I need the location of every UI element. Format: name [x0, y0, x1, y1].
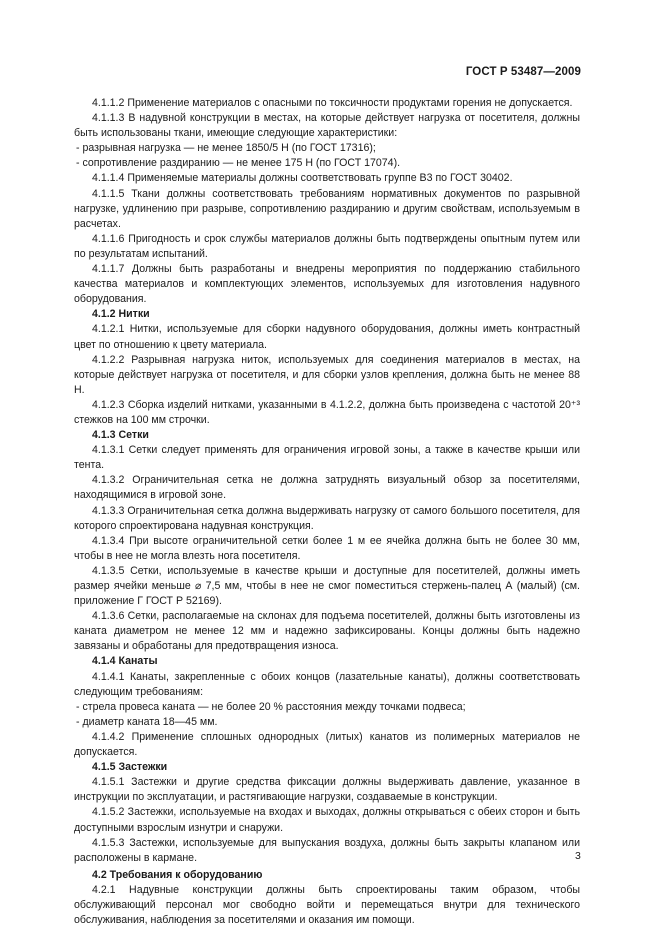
section-heading-nets: 4.1.3 Сетки — [92, 429, 149, 442]
paragraph-4-1-1-2: 4.1.1.2 Применение материалов с опасными по токсичности продуктами горения не допускается. — [92, 97, 573, 109]
paragraph-4-1-5-1: 4.1.5.1 Застежки и другие средства фиксации должны выдерживать давление, указанное в инструкции по эксплуатации, и растягивающие нагрузки, создаваемые в конструкции. — [74, 776, 580, 804]
paragraph-4-1-1-7: 4.1.1.7 Должны быть разработаны и внедрены мероприятия по поддержанию стабильного качества материалов и комплектующих элементов, используемых для изготовления надувного оборудования. — [74, 263, 580, 306]
document-body — [74, 96, 580, 928]
paragraph-4-1-1-3: 4.1.1.3 В надувной конструкции в местах, на которые действует нагрузка от посетителя, должны быть использованы ткани, имеющие следующие характеристики: — [74, 112, 580, 140]
document-number-header: ГОСТ Р 53487—2009 — [465, 66, 581, 78]
paragraph-4-1-2-1: 4.1.2.1 Нитки, используемые для сборки надувного оборудования, должны иметь контрастный цвет по отношению к цвету материала. — [74, 323, 580, 351]
paragraph-4-1-5-3: 4.1.5.3 Застежки, используемые для выпускания воздуха, должны быть закрыты клапаном или расположены в кармане. — [74, 836, 580, 864]
paragraph-4-1-4-1: 4.1.4.1 Канаты, закрепленные с обоих концов (лазательные канаты), должны соответствовать следующим требованиям: — [74, 670, 580, 698]
section-heading-threads: 4.1.2 Нитки — [92, 308, 150, 321]
page-number: 3 — [575, 850, 581, 862]
paragraph-4-1-1-6: 4.1.1.6 Пригодность и срок службы материалов должны быть подтверждены опытным путем или по результатам испытаний. — [74, 232, 580, 260]
list-item: - стрела провеса каната — не более 20 % расстояния между точками подвеса; — [76, 700, 466, 713]
section-heading-ropes: 4.1.4 Канаты — [92, 655, 158, 668]
paragraph-4-1-4-2: 4.1.4.2 Применение сплошных однородных (литых) канатов из полимерных материалов не допускается. — [74, 730, 580, 759]
section-heading-equipment-requirements: 4.2 Требования к оборудованию — [92, 868, 263, 881]
paragraph-4-1-3-2: 4.1.3.2 Ограничительная сетка не должна затруднять визуальный обзор за посетителями, находящимися в игровой зоне. — [74, 474, 580, 502]
paragraph-4-1-3-4: 4.1.3.4 При высоте ограничительной сетки более 1 м ее ячейка должна быть не более 30 мм, чтобы в нее не могла влезть нога посетителя. — [74, 534, 580, 562]
paragraph-4-1-3-1: 4.1.3.1 Сетки следует применять для ограничения игровой зоны, а также в качестве крыши или тента. — [74, 444, 580, 472]
list-item: - диаметр каната 18—45 мм. — [76, 715, 218, 728]
paragraph-4-1-3-5: 4.1.3.5 Сетки, используемые в качестве крыши и доступные для посетителей, должны иметь размер ячейки меньше ⌀ 7,5 мм, чтобы в нее не смог поместиться стержень-палец А (малый) (см. приложение Г ГОСТ Р 52169). — [74, 564, 580, 608]
paragraph-4-1-1-4: 4.1.1.4 Применяемые материалы должны соответствовать группе В3 по ГОСТ 30402. — [92, 172, 513, 185]
paragraph-4-1-3-6: 4.1.3.6 Сетки, располагаемые на склонах для подъема посетителей, должны быть изготовлены из каната диаметром не менее 12 мм и надежно зафиксированы. Концы должны быть надежно завязаны и обработаны для предотвращения износа. — [74, 610, 580, 653]
paragraph-4-1-2-3: 4.1.2.3 Сборка изделий нитками, указанными в 4.1.2.2, должна быть произведена с частотой 20⁺³ стежков на 100 мм строчки. — [74, 398, 580, 426]
paragraph-4-2-1: 4.2.1 Надувные конструкции должны быть спроектированы таким образом, чтобы обслуживающий персонал мог свободно войти и перемещаться внутри для технического обслуживания, наблюдения за посетителями и оказания им помощи. — [74, 883, 580, 927]
paragraph-4-1-1-5: 4.1.1.5 Ткани должны соответствовать требованиям нормативных документов по разрывной нагрузке, удлинению при разрыве, сопротивлению раздиранию и другим свойствам, используемым в расчетах. — [74, 187, 580, 230]
paragraph-4-1-2-2: 4.1.2.2 Разрывная нагрузка ниток, используемых для соединения материалов в местах, на которые действует нагрузка от посетителя, и для сборки узлов крепления, должна быть не менее 88 Н. — [74, 353, 580, 396]
paragraph-4-1-3-3: 4.1.3.3 Ограничительная сетка должна выдерживать нагрузку от самого большого посетителя, для которого спроектирована надувная конструкция. — [74, 504, 580, 532]
list-item: - разрывная нагрузка — не менее 1850/5 Н (по ГОСТ 17316); — [76, 142, 376, 155]
list-item: - сопротивление раздиранию — не менее 175 Н (по ГОСТ 17074). — [76, 157, 401, 170]
section-heading-fasteners: 4.1.5 Застежки — [92, 761, 168, 774]
paragraph-4-1-5-2: 4.1.5.2 Застежки, используемые на входах и выходах, должны открываться с обеих сторон и быть доступными взрослым изнутри и снаружи. — [74, 806, 580, 834]
